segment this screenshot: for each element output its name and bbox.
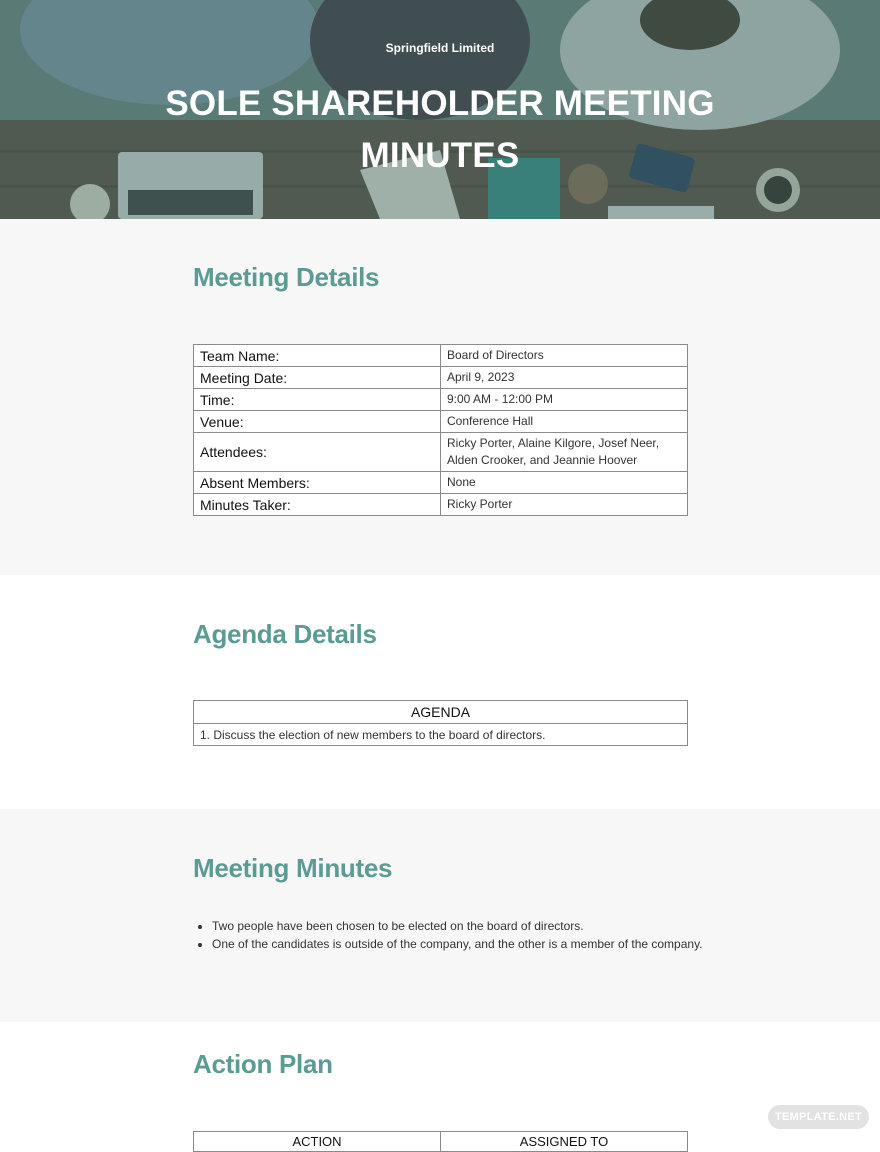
table-row: [194, 389, 688, 411]
meeting-date-value: April 9, 2023: [441, 367, 688, 389]
table-row: [194, 472, 688, 494]
meeting-minutes-section: [0, 809, 880, 1022]
table-row: [194, 345, 688, 367]
agenda-item: 1. Discuss the election of new members to the board of directors.: [194, 724, 688, 746]
minutes-taker-value: Ricky Porter: [441, 494, 688, 516]
list-item: • One of the candidates is outside of the company, and the other is a member of the company.: [212, 935, 712, 953]
absent-members-value: None: [441, 472, 688, 494]
minutes-taker-label: Minutes Taker:: [194, 494, 441, 516]
agenda-column-header: AGENDA: [194, 701, 688, 724]
team-name-value: Board of Directors: [441, 345, 688, 367]
assigned-to-column-header: ASSIGNED TO: [441, 1132, 688, 1152]
table-row: [194, 433, 688, 472]
time-label: Time:: [194, 389, 441, 411]
time-value: 9:00 AM - 12:00 PM: [441, 389, 688, 411]
attendees-label: Attendees:: [194, 433, 441, 472]
meeting-details-heading: Meeting Details: [193, 262, 380, 292]
agenda-details-heading: Agenda Details: [193, 619, 377, 649]
table-row: [194, 411, 688, 433]
action-plan-table: [193, 1131, 688, 1152]
meeting-details-section: [0, 219, 880, 575]
team-name-label: Team Name:: [194, 345, 441, 367]
absent-members-label: Absent Members:: [194, 472, 441, 494]
venue-label: Venue:: [194, 411, 441, 433]
action-column-header: ACTION: [194, 1132, 441, 1152]
table-row: [194, 367, 688, 389]
template-net-watermark[interactable]: TEMPLATE.NET: [768, 1105, 869, 1129]
table-row: [194, 724, 688, 746]
attendees-value: Ricky Porter, Alaine Kilgore, Josef Neer, Alden Crooker, and Jeannie Hoover: [441, 433, 688, 472]
table-row: [194, 701, 688, 724]
action-plan-section: [0, 1022, 880, 1149]
hero-banner: [0, 0, 880, 219]
meeting-minutes-heading: Meeting Minutes: [193, 853, 393, 883]
venue-value: Conference Hall: [441, 411, 688, 433]
meeting-details-table: [193, 344, 688, 516]
meeting-date-label: Meeting Date:: [194, 367, 441, 389]
agenda-table: [193, 700, 688, 746]
document-title: SOLE SHAREHOLDER MEETING MINUTES: [165, 84, 715, 175]
action-plan-heading: Action Plan: [193, 1049, 333, 1079]
table-row: [194, 494, 688, 516]
list-item: • Two people have been chosen to be elected on the board of directors.: [212, 917, 712, 935]
minutes-list: [193, 917, 712, 953]
company-name: Springfield Limited: [385, 41, 495, 55]
table-row: [194, 1132, 688, 1152]
agenda-details-section: [0, 575, 880, 809]
